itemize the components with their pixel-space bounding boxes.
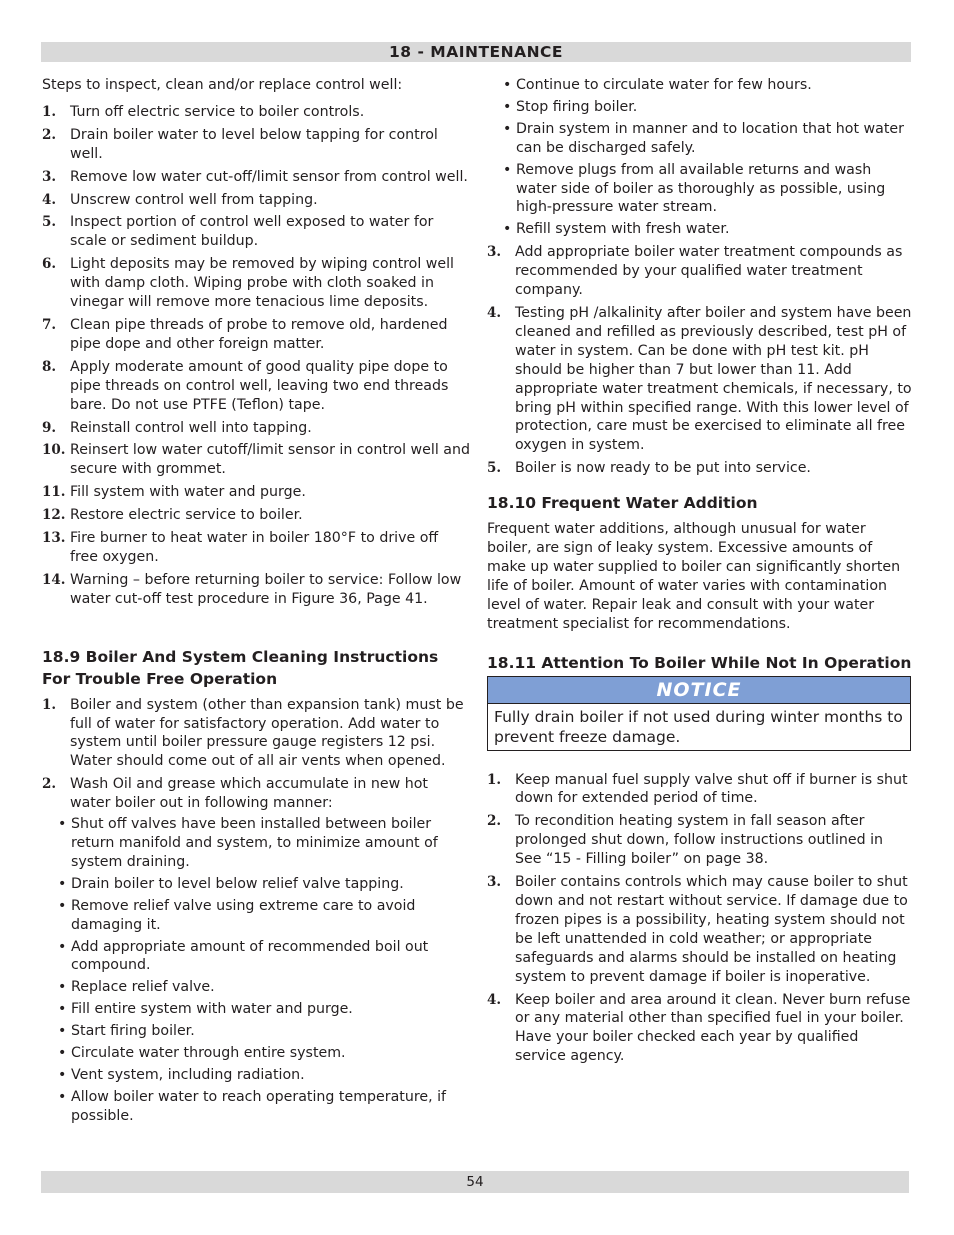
step-number: 3.: [487, 244, 502, 261]
bullet-text: Allow boiler water to reach operating temperature, if possible.: [71, 1088, 447, 1124]
bullet-icon: •: [58, 1045, 67, 1062]
control-well-steps: [42, 103, 470, 609]
step-text: Clean pipe threads of probe to remove old, hardened pipe dope and other foreign matter.: [70, 316, 448, 352]
bullet-icon: •: [58, 897, 67, 914]
step-number: 5.: [42, 214, 57, 231]
bullet-text: Add appropriate amount of recommended boil out compound.: [71, 938, 429, 974]
step-text: Remove low water cut-off/limit sensor from control well.: [70, 168, 468, 185]
step-number: 1.: [487, 771, 502, 788]
list-item: [501, 220, 913, 239]
step-text: Warning – before returning boiler to service: Follow low water cut-off test procedure in Figure 36, Page 41.: [70, 571, 462, 607]
step-text: Restore electric service to boiler.: [70, 507, 303, 524]
step-number: 4.: [487, 304, 502, 321]
list-item: [56, 875, 470, 894]
bullet-icon: •: [58, 1023, 67, 1040]
list-item: [42, 696, 470, 772]
bullet-icon: •: [58, 938, 67, 955]
section-18-11-title: 18.11 Attention To Boiler While Not In Operation: [487, 653, 912, 672]
bullet-text: Drain system in manner and to location that hot water can be discharged safely.: [516, 120, 904, 156]
right-column: [487, 76, 913, 1070]
bullet-text: Remove relief valve using extreme care to avoid damaging it.: [71, 897, 416, 933]
section-18-10-title: 18.10 Frequent Water Addition: [487, 494, 758, 513]
step-text: Turn off electric service to boiler controls.: [70, 103, 365, 120]
list-item: [501, 120, 913, 158]
wash-bullets: [56, 815, 470, 1126]
cleaning-steps-continued: [487, 243, 913, 478]
step-number: 4.: [487, 991, 502, 1008]
bullet-text: Vent system, including radiation.: [71, 1066, 305, 1083]
list-item: [56, 1088, 470, 1126]
bullet-icon: •: [503, 98, 512, 115]
list-item: [42, 213, 470, 251]
step-number: 1.: [42, 696, 57, 713]
off-season-steps: [487, 771, 913, 1067]
step-number: 8.: [42, 358, 57, 375]
bullet-text: Refill system with fresh water.: [516, 221, 730, 238]
notice-text: Fully drain boiler if not used during winter months to prevent freeze damage.: [494, 707, 903, 746]
step-number: 6.: [42, 256, 57, 273]
step-text: Keep manual fuel supply valve shut off if burner is shut down for extended period of time.: [515, 771, 908, 807]
list-item: [42, 358, 470, 415]
bullet-icon: •: [58, 816, 67, 833]
page-footer: [41, 1171, 909, 1193]
list-item: [487, 304, 913, 455]
list-item: [42, 571, 470, 609]
step-number: 10.: [42, 442, 66, 459]
list-item: [56, 815, 470, 872]
bullet-icon: •: [58, 1088, 67, 1105]
step-text: To recondition heating system in fall season after prolonged shut down, follow instructions outlined in See “15 - Filling boiler” on page 38.: [515, 813, 884, 868]
list-item: [42, 419, 470, 438]
bullet-icon: •: [503, 161, 512, 178]
step-text: Boiler contains controls which may cause boiler to shut down and not restart without service. If damage due to frozen pipes is a possibility, heating system should not be left unattended in cold weather; or appropriate safeguards and alarms should be installed on heating system to prevent damage if boiler is inoperative.: [515, 874, 908, 985]
step-number: 9.: [42, 419, 57, 436]
step-text: Boiler and system (other than expansion tank) must be full of water for satisfactory operation. Add water to system until boiler pressure gauge registers 12 psi. Water should come out of all air vents when opened.: [70, 696, 464, 770]
continued-bullets: [501, 76, 913, 239]
list-item: [56, 978, 470, 997]
step-text: Unscrew control well from tapping.: [70, 191, 318, 208]
step-number: 4.: [42, 191, 57, 208]
list-item: [56, 1022, 470, 1041]
step-text: Boiler is now ready to be put into service.: [515, 460, 811, 477]
step-number: 13.: [42, 530, 66, 547]
cleaning-steps: [42, 696, 470, 1126]
bullet-text: Continue to circulate water for few hours.: [516, 77, 812, 93]
list-item: [501, 76, 913, 95]
step-text: Wash Oil and grease which accumulate in new hot water boiler out in following manner:: [70, 776, 428, 812]
list-item: [487, 991, 913, 1067]
step-text: Fill system with water and purge.: [70, 484, 306, 501]
step-number: 5.: [487, 460, 502, 477]
list-item: [42, 255, 470, 312]
step-number: 1.: [42, 103, 57, 120]
list-item: [42, 103, 470, 122]
page-number: 54: [466, 1174, 484, 1190]
list-item: [487, 771, 913, 809]
step-number: 14.: [42, 571, 66, 588]
step-number: 3.: [487, 874, 502, 891]
bullet-text: Circulate water through entire system.: [71, 1045, 346, 1062]
bullet-icon: •: [58, 979, 67, 996]
step-text: Apply moderate amount of good quality pipe dope to pipe threads on control well, leaving two end threads bare. Do not use PTFE (Teflon) tape.: [70, 358, 449, 413]
step-number: 2.: [42, 126, 57, 143]
list-item: [42, 191, 470, 210]
bullet-text: Remove plugs from all available returns and wash water side of boiler as thoroughly as possible, using high-pressure water stream.: [516, 161, 886, 216]
step-number: 11.: [42, 484, 66, 501]
bullet-icon: •: [58, 1001, 67, 1018]
bullet-text: Stop firing boiler.: [516, 98, 638, 115]
list-item: [56, 938, 470, 976]
step-text: Fire burner to heat water in boiler 180°F to drive off free oxygen.: [70, 530, 439, 565]
list-item: [501, 161, 913, 218]
section-header-title: 18 - MAINTENANCE: [388, 43, 564, 61]
bullet-icon: •: [503, 120, 512, 137]
list-item: [42, 441, 470, 479]
bullet-text: Shut off valves have been installed between boiler return manifold and system, to minimize amount of system draining.: [71, 816, 438, 870]
section-header: [41, 42, 911, 62]
step-number: 7.: [42, 316, 57, 333]
bullet-icon: •: [503, 221, 512, 238]
step-text: Reinstall control well into tapping.: [70, 419, 312, 436]
section-18-9-title: 18.9 Boiler And System Cleaning Instructions For Trouble Free Operation: [42, 647, 439, 688]
list-item: [42, 483, 470, 502]
step-number: 3.: [42, 168, 57, 185]
list-item: [487, 812, 913, 869]
step-text: Drain boiler water to level below tapping for control well.: [70, 126, 438, 162]
list-item: [56, 1066, 470, 1085]
intro-text: Steps to inspect, clean and/or replace control well:: [42, 77, 403, 93]
bullet-icon: •: [58, 1066, 67, 1083]
step-number: 12.: [42, 507, 66, 524]
list-item: [42, 506, 470, 525]
step-text: Reinsert low water cutoff/limit sensor in control well and secure with grommet.: [70, 442, 470, 478]
step-text: Add appropriate boiler water treatment compounds as recommended by your qualified water treatment company.: [515, 244, 903, 299]
notice-title: NOTICE: [488, 677, 910, 704]
bullet-text: Fill entire system with water and purge.: [71, 1001, 353, 1018]
list-item: [487, 873, 913, 986]
list-item: [56, 1044, 470, 1063]
list-item: [42, 126, 470, 164]
section-18-10-body: Frequent water additions, although unusual for water boiler, are sign of leaky system. Excessive amounts of make up water supplied to boiler can significantly shorten life of boiler. Amount of water varies with contamination level of water. Repair leak and consult with your water treatment specialist for recommendations.: [487, 521, 901, 632]
list-item: [42, 529, 470, 567]
list-item: [56, 897, 470, 935]
list-item: [487, 243, 913, 300]
step-text: Keep boiler and area around it clean. Never burn refuse or any material other than specified fuel in your boiler. Have your boiler checked each year by qualified service agency.: [515, 991, 911, 1065]
bullet-icon: •: [503, 77, 512, 93]
bullet-icon: •: [58, 875, 67, 892]
step-text: Testing pH /alkalinity after boiler and system have been cleaned and refilled as previously described, test pH of water in system. Can be done with pH test kit. pH should be higher than 7 but lower than 11. Add appropriate water treatment chemicals, if necessary, to bring pH within specified range. With this lower level of protection, care must be exercised to eliminate all free oxygen in system.: [515, 304, 912, 454]
step-text: Light deposits may be removed by wiping control well with damp cloth. Wiping probe with cloth soaked in vinegar will remove more tenacious lime deposits.: [70, 256, 455, 311]
bullet-text: Replace relief valve.: [71, 979, 215, 996]
list-item: [42, 316, 470, 354]
list-item: [42, 775, 470, 1125]
step-number: 2.: [487, 813, 502, 830]
list-item: [42, 168, 470, 187]
left-column: [42, 76, 470, 1130]
list-item: [501, 98, 913, 117]
list-item: [56, 1000, 470, 1019]
step-text: Inspect portion of control well exposed to water for scale or sediment buildup.: [70, 214, 434, 250]
bullet-text: Drain boiler to level below relief valve tapping.: [71, 875, 404, 892]
step-number: 2.: [42, 776, 57, 793]
bullet-text: Start firing boiler.: [71, 1023, 195, 1040]
notice-box: [487, 676, 911, 751]
list-item: [487, 459, 913, 478]
